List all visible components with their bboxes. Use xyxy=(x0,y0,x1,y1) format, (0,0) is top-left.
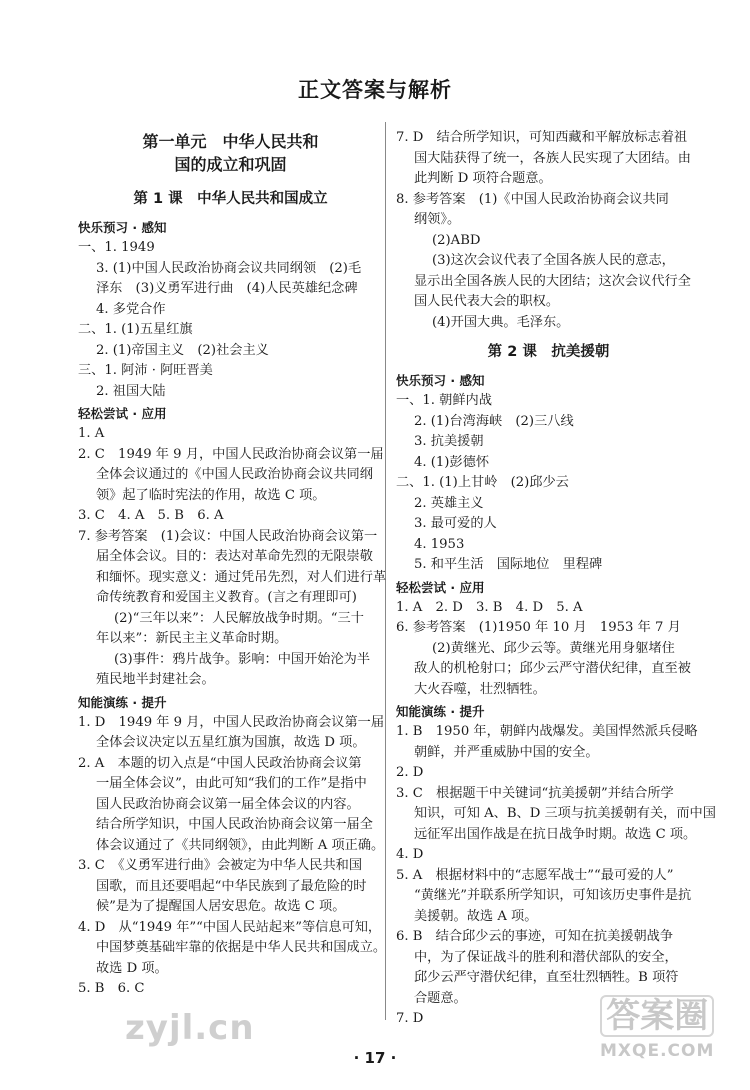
section-heading: 轻松尝试 · 应用 xyxy=(78,406,167,421)
answer-line: 大火吞噬，壮烈牺牲。 xyxy=(414,681,546,697)
answer-line: 一、1. 朝鲜内战 xyxy=(396,393,492,408)
answer-line: 5. 和平生活 国际地位 里程碑 xyxy=(414,557,603,572)
answer-line: 4. D xyxy=(396,847,424,862)
answer-line: 显示出全国各族人民的大团结；这次会议代行全 xyxy=(414,273,691,289)
answer-line: 国歌，而且还要唱起“中华民族到了最危险的时 xyxy=(96,878,367,894)
answer-line: 中国梦奠基础牢靠的依据是中华人民共和国成立。 xyxy=(96,940,387,955)
answer-line: 4. 多党合作 xyxy=(96,301,166,317)
unit-title-line-2: 国的成立和巩固 xyxy=(174,155,287,174)
answer-line: 领》起了临时宪法的作用，故选 C 项。 xyxy=(96,487,326,503)
answer-line: 1. A 2. D 3. B 4. D 5. A xyxy=(396,599,583,615)
unit-title-line-1: 第一单元 中华人民共和 xyxy=(142,132,319,151)
answer-line: 体会议通过了《共同纲领》，由此判断 A 项正确。 xyxy=(96,837,385,853)
answer-line: 知识，可知 A、B、D 三项与抗美援朝有关，而中国 xyxy=(414,806,716,821)
answer-line: 国大陆获得了统一，各族人民实现了大团结。由 xyxy=(414,150,691,166)
answer-line: (3)事件：鸦片战争。影响：中国开始沦为半 xyxy=(114,651,371,667)
section-heading: 快乐预习 · 感知 xyxy=(396,373,485,388)
answer-line: 敌人的机枪射口；邱少云严守潜伏纪律，直至被 xyxy=(414,661,691,676)
answer-line: 候”是为了提醒国人居安思危。故选 C 项。 xyxy=(96,899,346,914)
answer-line: 5. B 6. C xyxy=(78,981,145,996)
answer-line: (2)“三年以来”：人民解放战争时期。“三十 xyxy=(114,610,364,626)
answer-line: 远征军出国作战是在抗日战争时期。故选 C 项。 xyxy=(414,826,697,842)
watermark-right-logo xyxy=(600,995,714,1060)
answer-line: 故选 D 项。 xyxy=(96,960,168,976)
answer-line: 全体会议通过的《中国人民政治协商会议共同纲 xyxy=(96,467,373,482)
answer-line: 4. (1)彭德怀 xyxy=(414,454,490,470)
answer-line: 3. C 《义勇军进行曲》会被定为中华人民共和国 xyxy=(78,858,363,873)
answer-line: 7. D 结合所学知识，可知西藏和平解放标志着祖 xyxy=(396,130,688,145)
answer-line: 2. C 1949 年 9 月，中国人民政治协商会议第一届 xyxy=(78,446,384,462)
answer-line: 届全体会议。目的：表达对革命先烈的无限崇敬 xyxy=(96,549,373,564)
answer-line: 纲领》。 xyxy=(414,212,461,227)
answer-line: 2. (1)台湾海峡 (2)三八线 xyxy=(414,413,574,429)
section-heading: 知能演练 · 提升 xyxy=(396,704,485,719)
page-number: · 17 · xyxy=(353,1049,397,1067)
answer-line: (4)开国大典。毛泽东。 xyxy=(432,314,570,330)
answer-line: 2. 英雄主义 xyxy=(414,495,484,511)
answer-line: 3. C 4. A 5. B 6. A xyxy=(78,508,224,523)
answer-line: 邱少云严守潜伏纪律，直至壮烈牺牲。B 项符 xyxy=(414,970,679,985)
answer-line: 1. D 1949 年 9 月，中国人民政治协商会议第一届 xyxy=(78,714,385,730)
unit-title xyxy=(78,130,383,176)
answer-line: 美援朝。故选 A 项。 xyxy=(414,908,538,924)
answer-line: 6. B 结合邱少云的事迹，可知在抗美援朝战争 xyxy=(396,929,674,944)
answer-line: 2. 祖国大陆 xyxy=(96,383,166,399)
answer-line: 中，为了保证战斗的胜利和潜伏部队的安全， xyxy=(414,949,678,965)
answer-line: 8. 参考答案 (1)《中国人民政治协商会议共同 xyxy=(396,191,669,207)
right-column xyxy=(396,128,716,1030)
lesson-1-title: 第 1 课 中华人民共和国成立 xyxy=(133,191,328,207)
answer-line: 4. 1953 xyxy=(414,536,465,552)
answer-line: 国人民代表大会的职权。 xyxy=(414,294,560,309)
left-column xyxy=(78,128,387,1000)
answer-line: (3)这次会议代表了全国各族人民的意志， xyxy=(432,253,675,268)
watermark-left: zyjl.cn xyxy=(125,1008,255,1048)
answer-line: 3. 抗美援朝 xyxy=(414,434,484,449)
section-heading: 轻松尝试 · 应用 xyxy=(396,579,485,595)
answer-line: 和缅怀。现实意义：通过凭吊先烈，对人们进行革 xyxy=(96,569,387,585)
answer-line: 朝鲜，并严重威胁中国的安全。 xyxy=(414,744,599,760)
answer-line: 殖民地半封建社会。 xyxy=(96,672,215,687)
answer-line: 2. D xyxy=(396,765,424,780)
answer-line: 全体会议决定以五星红旗为国旗，故选 D 项。 xyxy=(96,735,366,750)
answer-line: 泽东 (3)义勇军进行曲 (4)人民英雄纪念碑 xyxy=(96,281,358,296)
answer-line: 5. A 根据材料中的“志愿军战士”“最可爱的人” xyxy=(396,867,674,883)
answer-line: 3. 最可爱的人 xyxy=(414,516,497,531)
answer-line: 国人民政治协商会议第一届全体会议的内容。 xyxy=(96,796,360,812)
answer-line: 4. D 从“1949 年”“中国人民站起来”等信息可知， xyxy=(78,919,382,935)
answer-line: 3. C 根据题干中关键词“抗美援朝”并结合所学 xyxy=(396,785,674,801)
answer-line: 二、1. (1)上甘岭 (2)邱少云 xyxy=(396,475,569,490)
answer-line: 一届全体会议”，由此可知“我们的工作”是指中 xyxy=(96,776,367,791)
answer-line: 6. 参考答案 (1)1950 年 10 月 1953 年 7 月 xyxy=(396,620,681,635)
answer-line: 命传统教育和爱国主义教育。(言之有理即可) xyxy=(96,590,357,605)
answer-line: 1. A xyxy=(78,426,105,441)
answer-line: 7. 参考答案 (1)会议：中国人民政治协商会议第一 xyxy=(78,528,378,544)
answer-line: 年以来”：新民主主义革命时期。 xyxy=(96,631,288,646)
answer-line: 3. (1)中国人民政治协商会议共同纲领 (2)毛 xyxy=(96,260,362,276)
section-heading: 知能演练 · 提升 xyxy=(78,694,167,710)
answer-line: 2. A 本题的切入点是“中国人民政治协商会议第 xyxy=(78,755,362,771)
lesson-2-title: 第 2 课 抗美援朝 xyxy=(487,344,610,360)
watermark-url: MXQE.COM xyxy=(600,1041,715,1061)
answer-line: 此判断 D 项符合题意。 xyxy=(414,171,552,186)
watermark-logo-text: 答案圈 xyxy=(600,995,714,1037)
answer-line: (2)黄继光、邱少云等。黄继光用身躯堵住 xyxy=(432,640,675,656)
answer-line: “黄继光”并联系所学知识，可知该历史事件是抗 xyxy=(414,888,692,903)
answer-line: 三、1. 阿沛 · 阿旺晋美 xyxy=(78,363,213,378)
answer-line: 结合所学知识，中国人民政治协商会议第一届全 xyxy=(96,817,373,832)
section-heading: 快乐预习 · 感知 xyxy=(78,220,167,235)
answer-line: 2. (1)帝国主义 (2)社会主义 xyxy=(96,342,269,358)
page-title: 正文答案与解析 xyxy=(298,78,452,102)
answer-line: 7. D xyxy=(396,1011,424,1026)
answer-line: 一、1. 1949 xyxy=(78,240,155,255)
answer-line: 合题意。 xyxy=(414,990,467,1006)
answer-line: (2)ABD xyxy=(432,232,481,248)
answer-line: 二、1. (1)五星红旗 xyxy=(78,322,193,337)
answer-line: 1. B 1950 年，朝鲜内战爆发。美国悍然派兵侵略 xyxy=(396,724,698,739)
